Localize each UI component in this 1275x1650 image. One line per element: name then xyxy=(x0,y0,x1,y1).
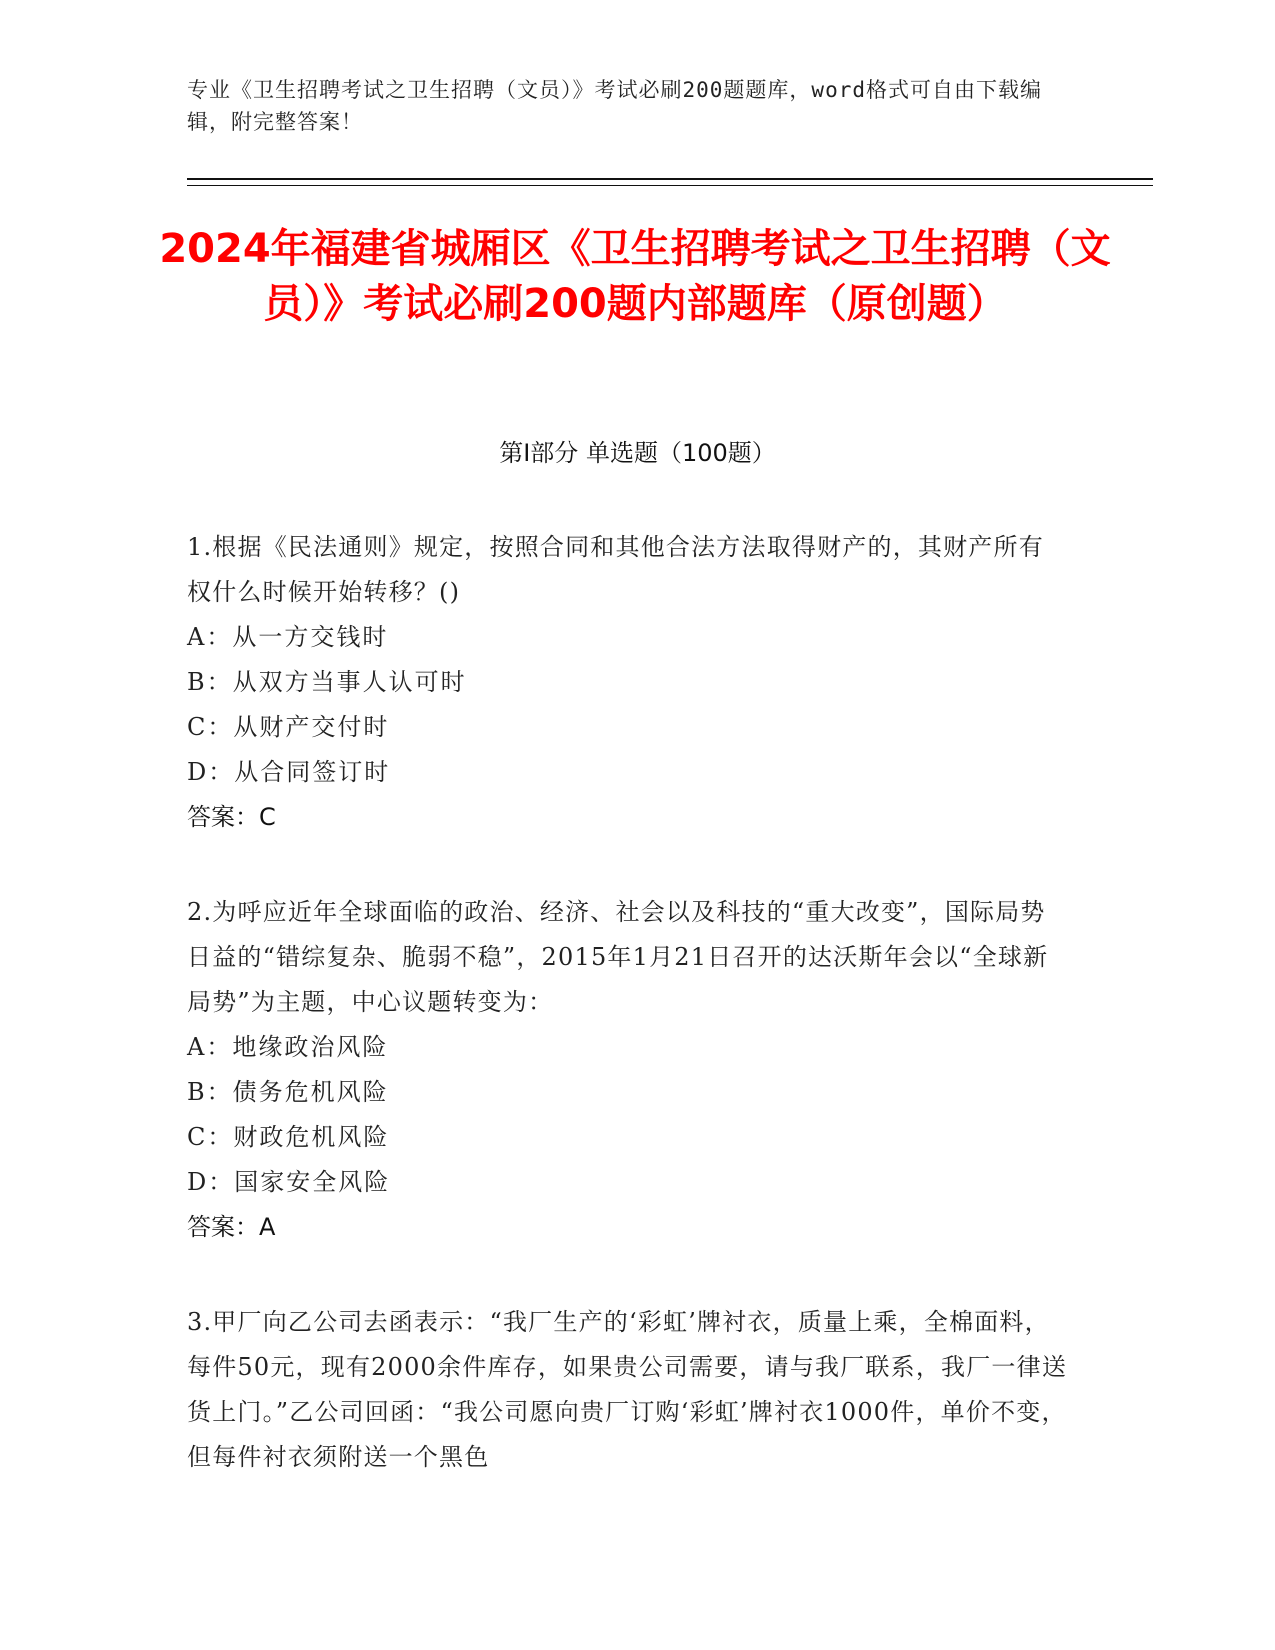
option-b: B：从双方当事人认可时 xyxy=(187,668,467,696)
option-c: C：从财产交付时 xyxy=(187,713,390,741)
question-stem: 3.甲厂向乙公司去函表示：“我厂生产的‘彩虹’牌衬衣，质量上乘，全棉面料，每件50元，现有2000余件库存，如果贵公司需要，请与我厂联系，我厂一律送货上门。”乙公司回函：“我公司愿向贵厂订购‘彩虹’牌衬衣1000件，单价不变，但每件衬衣须附送一个黑色 xyxy=(187,1308,1068,1471)
header-divider-thick xyxy=(187,178,1153,180)
option-c: C：财政危机风险 xyxy=(187,1123,390,1151)
question-1 xyxy=(187,525,1067,840)
question-2 xyxy=(187,890,1067,1250)
option-a: A：从一方交钱时 xyxy=(187,623,389,651)
question-3 xyxy=(187,1300,1067,1480)
option-a: A：地缘政治风险 xyxy=(187,1033,389,1061)
answer: 答案：C xyxy=(187,803,276,831)
question-stem: 2.为呼应近年全球面临的政治、经济、社会以及科技的“重大改变”，国际局势日益的“错综复杂、脆弱不稳”，2015年1月21日召开的达沃斯年会以“全球新局势”为主题，中心议题转变为： xyxy=(187,898,1049,1016)
header-divider-thin xyxy=(187,185,1153,186)
question-stem: 1.根据《民法通则》规定，按照合同和其他合法方法取得财产的，其财产所有权什么时候开始转移？() xyxy=(187,533,1044,606)
option-b: B：债务危机风险 xyxy=(187,1078,389,1106)
option-d: D：从合同签订时 xyxy=(187,758,391,786)
header-note: 专业《卫生招聘考试之卫生招聘（文员）》考试必刷200题题库，word格式可自由下载编辑，附完整答案！ xyxy=(187,78,1042,134)
section-title: 第Ⅰ部分 单选题（100题） xyxy=(499,439,776,467)
option-d: D：国家安全风险 xyxy=(187,1168,391,1196)
answer: 答案：A xyxy=(187,1213,276,1241)
document-title: 2024年福建省城厢区《卫生招聘考试之卫生招聘（文员）》考试必刷200题内部题库（原创题） xyxy=(159,226,1111,327)
